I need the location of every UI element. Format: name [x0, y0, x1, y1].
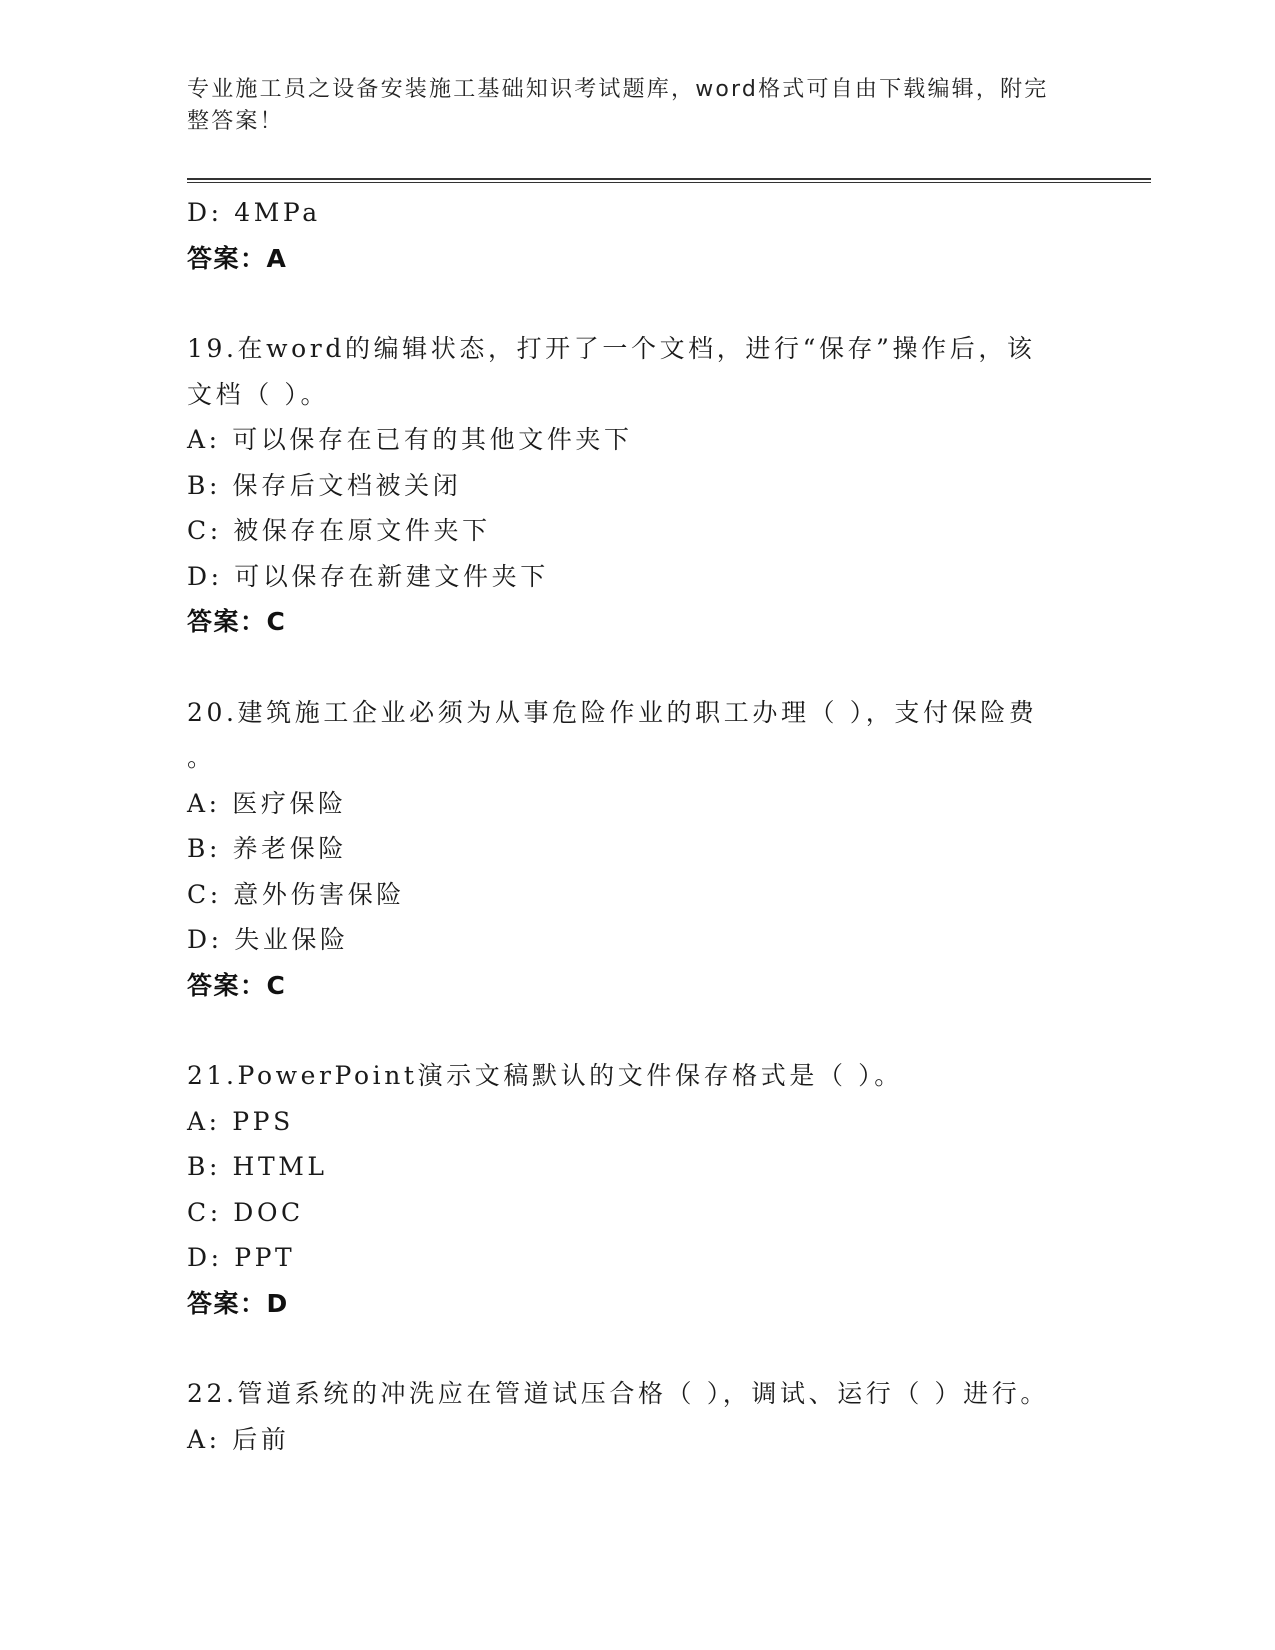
document-header — [187, 74, 1067, 138]
question-stem-cont: 文档（ ）。 — [187, 379, 330, 409]
option-d: D: 可以保存在新建文件夹下 — [187, 561, 549, 591]
option-a: A: 医疗保险 — [187, 788, 347, 818]
option-c: C: DOC — [187, 1197, 304, 1227]
header-line-1: 专业施工员之设备安装施工基础知识考试题库，word格式可自由下载编辑，附完 — [187, 77, 1049, 102]
option-b: B: HTML — [187, 1152, 328, 1181]
header-line-2: 整答案！ — [187, 109, 284, 134]
option-a: A: 后前 — [187, 1424, 290, 1454]
question-stem: 22.管道系统的冲洗应在管道试压合格（ ），调试、运行（ ）进行。 — [187, 1379, 1049, 1408]
question-stem: 19.在word的编辑状态，打开了一个文档，进行“保存”操作后，该 — [187, 334, 1036, 363]
option-a: A: PPS — [187, 1106, 294, 1136]
question-21 — [187, 1053, 1087, 1326]
option-c: C: 被保存在原文件夹下 — [187, 516, 491, 545]
option-b: B: 保存后文档被关闭 — [187, 470, 462, 500]
question-19 — [187, 326, 1087, 645]
question-20 — [187, 690, 1087, 1009]
question-22 — [187, 1371, 1087, 1462]
option-a: A: 可以保存在已有的其他文件夹下 — [187, 425, 633, 454]
option-b: B: 养老保险 — [187, 834, 347, 863]
option-d: D: 失业保险 — [187, 925, 349, 954]
question-18-tail — [187, 190, 1087, 281]
question-stem-cont: 。 — [187, 743, 216, 772]
question-stem: 21.PowerPoint演示文稿默认的文件保存格式是（ ）。 — [187, 1061, 903, 1090]
option-d: D: 4MPa — [187, 198, 321, 227]
question-content — [187, 190, 1087, 1462]
question-stem: 20.建筑施工企业必须为从事危险作业的职工办理（ ），支付保险费 — [187, 697, 1038, 727]
answer: 答案：C — [187, 607, 287, 636]
header-divider-thin — [187, 182, 1151, 183]
option-d: D: PPT — [187, 1243, 296, 1272]
answer: 答案：C — [187, 970, 287, 1000]
answer: 答案：D — [187, 1288, 289, 1318]
option-c: C: 意外伤害保险 — [187, 879, 405, 909]
header-divider-thick — [187, 178, 1151, 180]
answer: 答案：A — [187, 243, 288, 273]
